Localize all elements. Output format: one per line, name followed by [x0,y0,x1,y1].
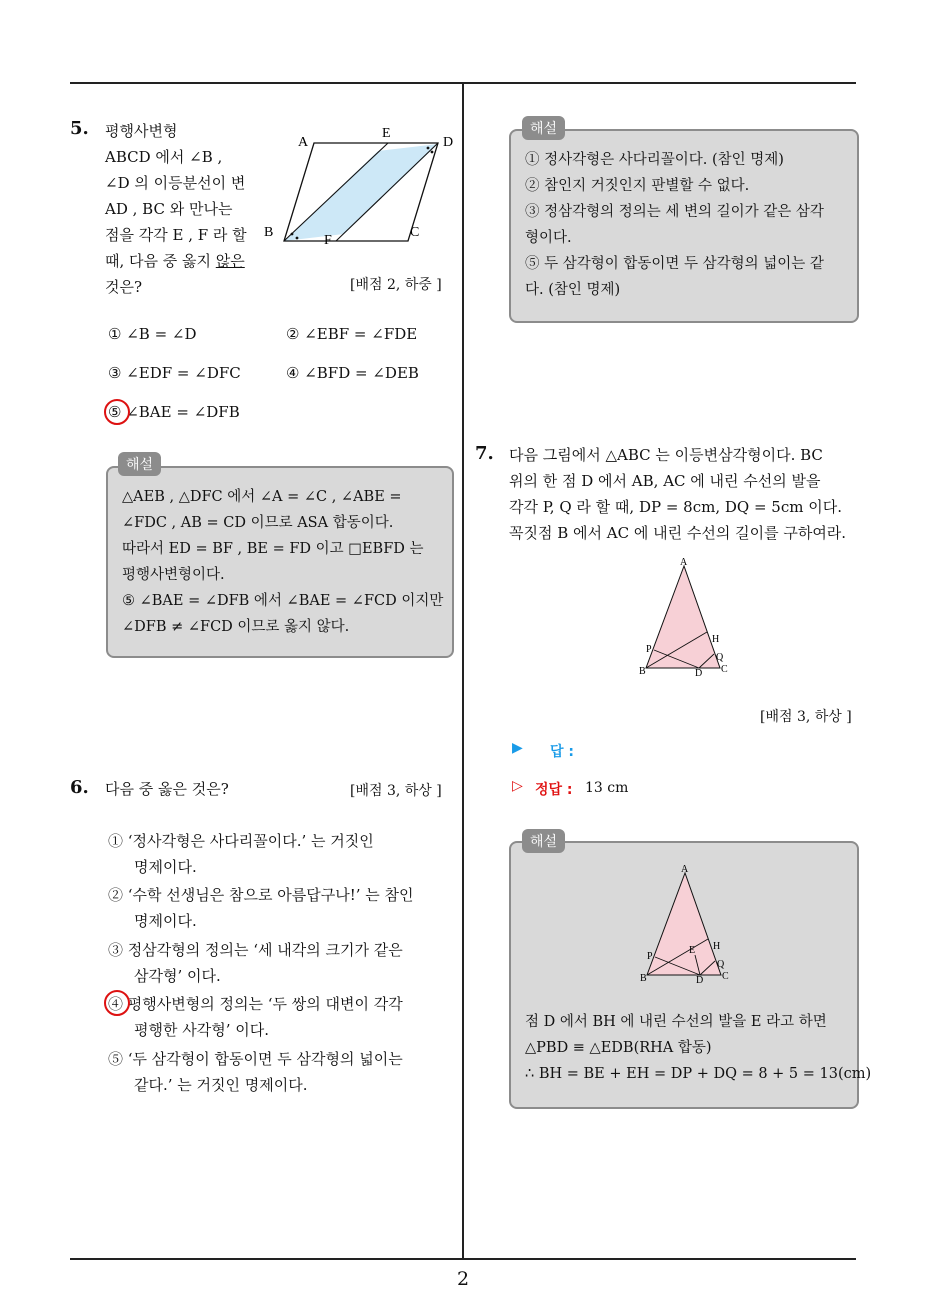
fig7-label-B: B [639,666,646,677]
page-number: 2 [456,1268,470,1290]
q7-line-1: 다음 그림에서 △ABC 는 이등변삼각형이다. BC [509,446,823,464]
q5-choice-3[interactable]: ③ ∠EDF = ∠DFC [108,364,241,382]
q5-sol-line-5: ⑤ ∠BAE = ∠DFB 에서 ∠BAE = ∠FCD 이지만 [122,593,444,609]
q6-answer-circle-mark [104,990,130,1016]
q5-sol-line-6: ∠DFB ≠ ∠FCD 이므로 옳지 않다. [122,619,350,635]
label-A: A [298,135,309,150]
footer-rule [70,1258,856,1260]
q7-line-4: 꼭짓점 B 에서 AC 에 내린 수선의 길이를 구하여라. [509,524,847,542]
sol-label-P: P [647,951,653,962]
q6-choice-2[interactable]: ② ‘수학 선생님은 참으로 아름답구나!’ 는 참인 [108,886,414,904]
q6-choice-1-cont: 명제이다. [134,858,197,876]
sol-label-B: B [640,973,647,984]
q5-sol-line-4: 평행사변형이다. [122,567,225,583]
q7-line-3: 각각 P, Q 라 할 때, DP = 8cm, DQ = 5cm 이다. [509,498,842,516]
q6-solution-tag: 해설 [522,116,565,140]
fig7-label-Q: Q [716,652,724,663]
q5-line-5: 점을 각각 E , F 라 할 [105,226,247,244]
q5-line-1: 평행사변형 [105,122,178,140]
q5-line-2: ABCD 에서 ∠B , [105,148,223,166]
q5-sol-line-3: 따라서 ED = BF , BE = FD 이고 □EBFD 는 [122,541,424,557]
label-D: D [443,135,454,150]
correct-value: 13 cm [585,780,629,796]
q5-choice-1[interactable]: ① ∠B = ∠D [108,325,197,343]
q6-choice-1[interactable]: ① ‘정사각형은 사다리꼴이다.’ 는 거짓인 [108,832,374,850]
q7-line-2: 위의 한 점 D 에서 AB, AC 에 내린 수선의 발을 [509,472,821,490]
q5-choice-4[interactable]: ④ ∠BFD = ∠DEB [286,364,419,382]
q6-sol-line-2: ② 참인지 거짓인지 판별할 수 없다. [525,178,750,194]
correct-arrow-icon: ▷ [512,778,523,794]
q6-prompt: 다음 중 옳은 것은? [105,780,229,798]
q6-sol-line-3: ③ 정삼각형의 정의는 세 변의 길이가 같은 삼각 [525,204,824,220]
angle-mark-d1 [427,147,430,150]
label-F: F [324,233,332,248]
angle-mark-b2 [296,237,299,240]
q6-choice-4-cont: 평행한 사각형’ 이다. [134,1021,269,1039]
q6-choice-5[interactable]: ⑤ ‘두 삼각형이 합동이면 두 삼각형의 넓이는 [108,1050,403,1068]
q5-sol-line-1: △AEB , △DFC 에서 ∠A = ∠C , ∠ABE = [122,489,402,505]
q5-sol-line-2: ∠FDC , AB = CD 이므로 ASA 합동이다. [122,515,394,531]
fig7-label-A: A [680,557,688,568]
sol-label-A: A [681,864,689,875]
q5-answer-circle-mark [104,399,130,425]
q6-sol-line-5: ⑤ 두 삼각형이 합동이면 두 삼각형의 넓이는 같 [525,256,824,272]
q6-choice-4[interactable]: ④ 평행사변형의 정의는 ‘두 쌍의 대변이 각각 [108,995,403,1013]
q6-sol-line-6: 다. (참인 명제) [525,282,621,298]
q6-choice-3-cont: 삼각형’ 이다. [134,967,221,985]
fig7-label-P: P [646,644,652,655]
q5-solution-box [106,466,454,658]
q7-score-meta: [배점 3, 하상 ] [760,709,852,725]
sol-label-C: C [722,971,729,982]
angle-mark-b1 [291,233,294,236]
q5-line-7: 것은? [105,278,143,296]
label-C: C [410,225,420,240]
q6-sol-line-4: 형이다. [525,230,572,246]
fig7-label-C: C [721,664,728,675]
label-E: E [382,126,391,141]
q5-line-6 [105,250,245,272]
q5-choice-2[interactable]: ② ∠EBF = ∠FDE [286,325,418,343]
triangle-abc [646,566,720,668]
answer-arrow-icon: ▶ [512,740,523,756]
q7-solution-tag: 해설 [522,829,565,853]
q7-sol-line-3: ∴ BH = BE + EH = DP + DQ = 8 + 5 = 13(cm) [525,1066,872,1082]
q7-sol-line-2: △PBD ≡ △EDB(RHA 합동) [525,1040,712,1056]
parallelogram-figure [258,124,458,254]
label-B: B [264,225,274,240]
q5-underlined-word: 않은 [215,252,245,270]
q5-line-3: ∠D 의 이등분선이 변 [105,174,246,192]
q5-solution-tag: 해설 [118,452,161,476]
isosceles-triangle-figure [632,556,742,680]
q7-sol-line-1: 점 D 에서 BH 에 내린 수선의 발을 E 라고 하면 [525,1014,827,1030]
q6-choice-3[interactable]: ③ 정삼각형의 정의는 ‘세 내각의 크기가 같은 [108,941,403,959]
correct-label: 정답 : [535,782,573,798]
sol-triangle-abc [647,873,721,975]
q5-line-6-text: 때, 다음 중 옳지 [105,252,216,270]
q6-choice-2-cont: 명제이다. [134,912,197,930]
solution-triangle-figure [633,863,743,987]
question-7-number: 7. [475,443,494,464]
q5-score-meta: [배점 2, 하중 ] [350,277,442,293]
q6-choice-5-cont: 같다.’ 는 거짓인 명제이다. [134,1076,308,1094]
q7-solution-box [509,841,872,1109]
question-6-number: 6. [70,777,89,798]
q6-solution-box [509,129,859,323]
angle-mark-d2 [431,151,434,154]
fig7-label-H: H [712,634,720,645]
column-divider [462,83,464,1259]
sol-label-Q: Q [717,959,725,970]
sol-label-E: E [689,945,696,956]
answer-label: 답 : [550,744,574,760]
fig7-label-D: D [695,668,703,679]
sol-label-D: D [696,975,704,986]
q6-sol-line-1: ① 정사각형은 사다리꼴이다. (참인 명제) [525,152,784,168]
q6-score-meta: [배점 3, 하상 ] [350,783,442,799]
q5-choice-5[interactable]: ⑤ ∠BAE = ∠DFB [108,403,240,421]
q5-line-4: AD , BC 와 만나는 [105,200,233,218]
question-5-number: 5. [70,118,89,139]
sol-label-H: H [713,941,721,952]
